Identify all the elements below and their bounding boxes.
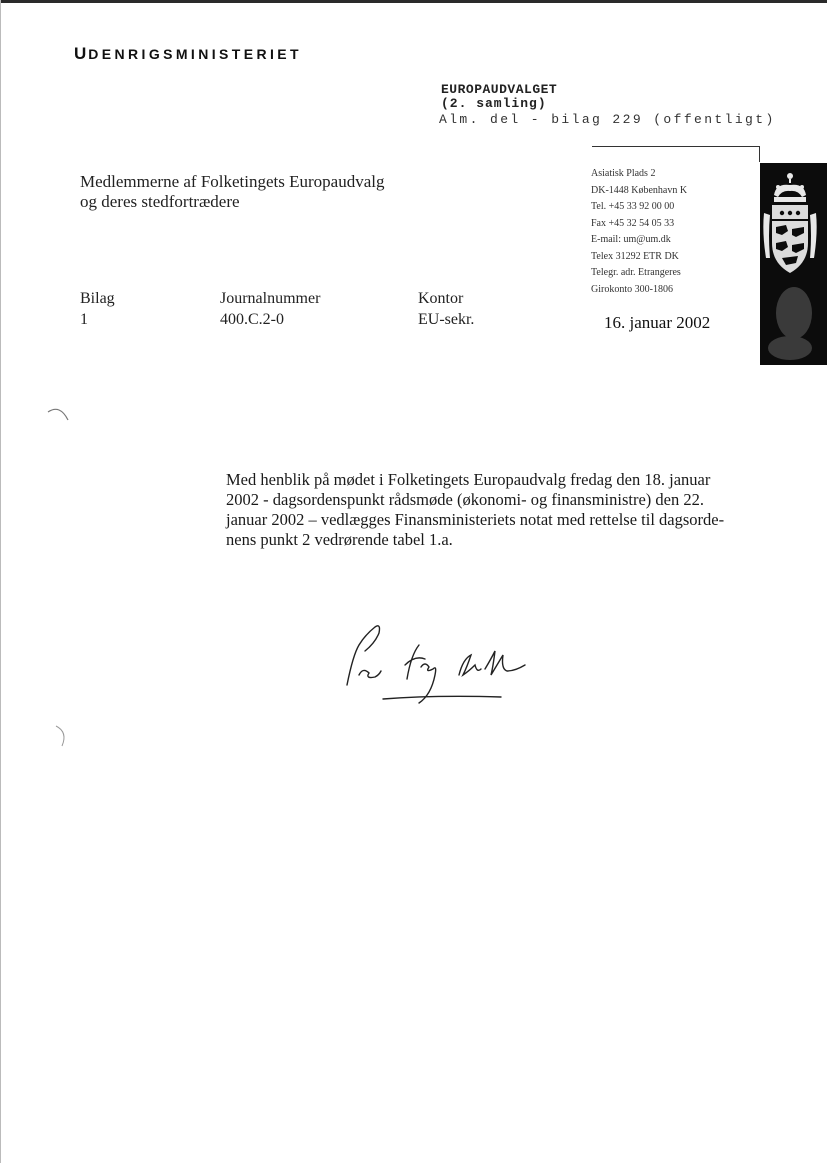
address-phone: Tel. +45 33 92 00 00: [591, 201, 675, 212]
crest-icon: [760, 163, 827, 365]
letter-body: [226, 470, 766, 550]
body-line-1: Med henblik på mødet i Folketingets Europaudvalg fredag den 18. januar: [226, 470, 711, 489]
body-line-4: nens punkt 2 vedrørende tabel 1.a.: [226, 530, 453, 549]
bilag-label: Bilag: [80, 290, 115, 307]
margin-mark-icon: [40, 718, 80, 758]
stamp-reference: Alm. del - bilag 229 (offentligt): [439, 112, 776, 127]
body-line-3: januar 2002 – vedlægges Finansministeriets notat med rettelse til dagsorde-: [226, 510, 725, 529]
journal-value: 400.C.2-0: [220, 311, 284, 328]
stamp-session: (2. samling): [441, 96, 547, 111]
address-city: DK-1448 København K: [591, 184, 688, 196]
address-giro: Girokonto 300-1806: [591, 283, 673, 295]
recipient-line-2: og deres stedfortrædere: [80, 192, 240, 211]
address-fax: Fax +45 32 54 05 33: [591, 217, 675, 229]
address-rule-vertical: [759, 146, 760, 162]
ministry-name: [74, 44, 302, 64]
kontor-label: Kontor: [418, 290, 464, 307]
signature-icon: [335, 615, 545, 715]
address-street: Asiatisk Plads 2: [591, 168, 656, 179]
recipient-block: [80, 172, 385, 212]
margin-mark-icon: [40, 398, 80, 438]
address-telex: Telex 31292 ETR DK: [591, 250, 679, 262]
coat-of-arms-icon: [760, 163, 827, 365]
bilag-value: 1: [80, 311, 88, 328]
kontor-value: EU-sekr.: [418, 311, 475, 328]
body-line-2: 2002 - dagsordenspunkt rådsmøde (økonomi- og finansministre) den 22.: [226, 490, 704, 509]
top-border-rule: [0, 0, 827, 3]
address-rule-horizontal: [592, 146, 760, 147]
address-telegram: Telegr. adr. Etrangeres: [591, 267, 681, 278]
address-email: E-mail: um@um.dk: [591, 234, 671, 245]
journal-label: Journalnummer: [220, 290, 321, 307]
page-left-edge: [0, 0, 1, 1163]
stamp-committee: EUROPAUDVALGET: [441, 82, 558, 97]
letter-date: 16. januar 2002: [604, 313, 711, 332]
ministry-name-rest: DENRIGSMINISTERIET: [88, 46, 302, 62]
recipient-line-1: Medlemmerne af Folketingets Europaudvalg: [80, 172, 385, 191]
ministry-name-initial: U: [74, 44, 89, 63]
address-block: [591, 166, 687, 298]
